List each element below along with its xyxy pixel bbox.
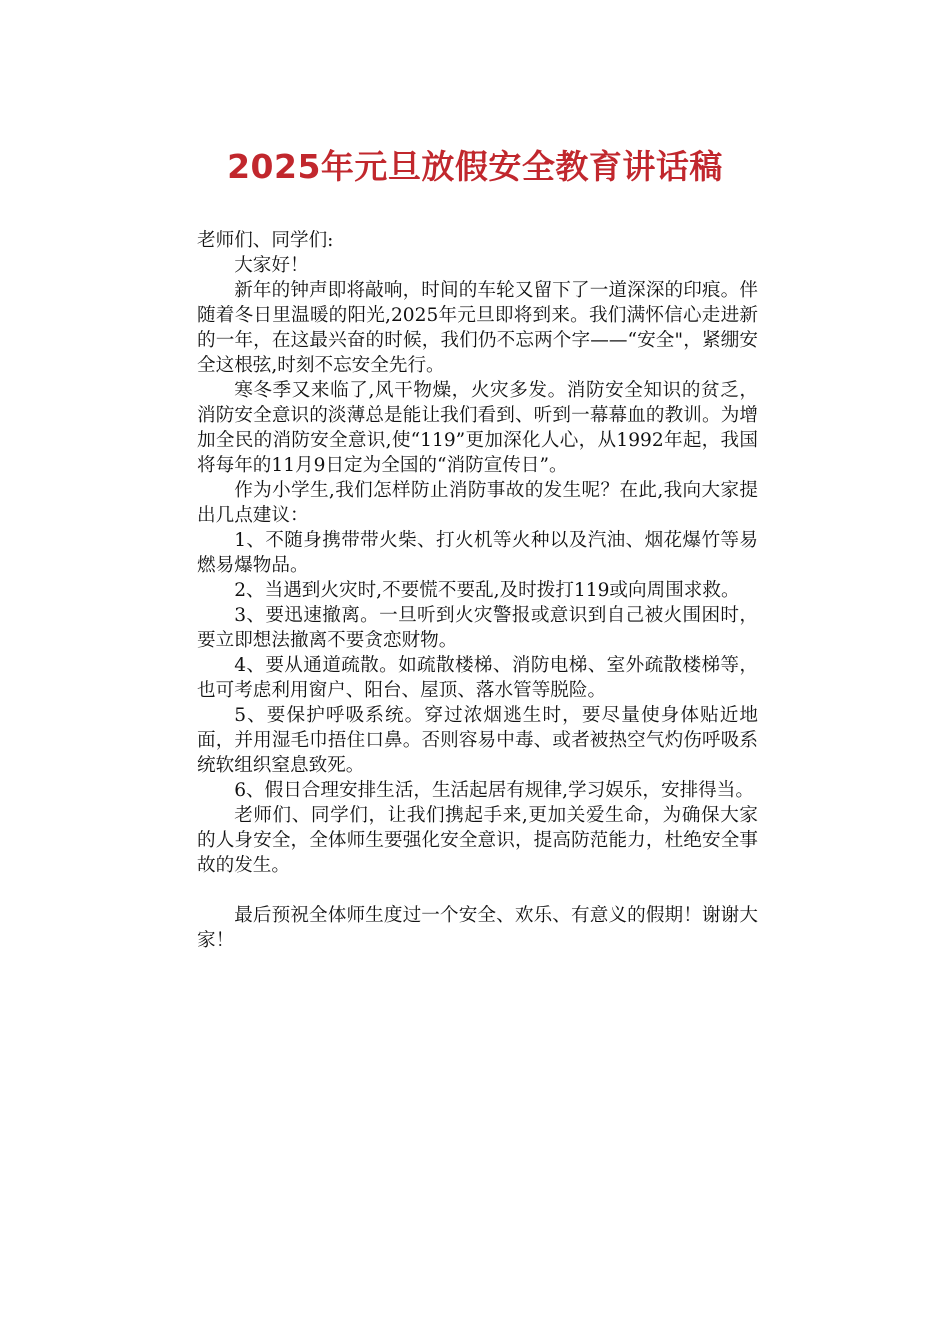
paragraph-call-to-action: 老师们、同学们，让我们携起手来,更加关爱生命，为确保大家的人身安全，全体师生要强化安全意识，提高防范能力，杜绝安全事故的发生。 [197, 805, 758, 876]
list-item: 3、要迅速撤离。一旦听到火灾警报或意识到自己被火围困时，要立即想法撤离不要贪恋财物。 [197, 605, 758, 651]
paragraph-suggestions-intro: 作为小学生,我们怎样防止消防事故的发生呢？在此,我向大家提出几点建议： [197, 480, 758, 526]
document-body [197, 228, 758, 953]
list-item: 6、假日合理安排生活，生活起居有规律,学习娱乐，安排得当。 [234, 780, 754, 801]
paragraph-greeting: 大家好！ [234, 255, 309, 276]
document-title: 2025年元旦放假安全教育讲话稿 [227, 147, 723, 186]
list-item: 5、要保护呼吸系统。穿过浓烟逃生时，要尽量使身体贴近地面，并用湿毛巾捂住口鼻。否则容易中毒、或者被热空气灼伤呼吸系统软组织窒息致死。 [197, 705, 758, 776]
list-item: 2、当遇到火灾时,不要慌不要乱,及时拨打119或向周围求救。 [234, 580, 740, 601]
paragraph-fire-safety: 寒冬季又来临了,风干物燥，火灾多发。消防安全知识的贫乏，消防安全意识的淡薄总是能让我们看到、听到一幕幕血的教训。为增加全民的消防安全意识,使“119”更加深化人心，从1992年起，我国将每年的11月9日定为全国的“消防宣传日”。 [197, 380, 758, 476]
paragraph-new-year: 新年的钟声即将敲响，时间的车轮又留下了一道深深的印痕。伴随着冬日里温暖的阳光,2025年元旦即将到来。我们满怀信心走进新的一年，在这最兴奋的时候，我们仍不忘两个字——“安全"，紧绷安全这根弦,时刻不忘安全先行。 [197, 280, 758, 376]
salutation: 老师们、同学们: [197, 230, 334, 251]
paragraph-spacer [197, 878, 758, 903]
paragraph-closing: 最后预祝全体师生度过一个安全、欢乐、有意义的假期！谢谢大家！ [197, 905, 758, 951]
list-item: 4、要从通道疏散。如疏散楼梯、消防电梯、室外疏散楼梯等，也可考虑利用窗户、阳台、屋顶、落水管等脱险。 [197, 655, 758, 701]
list-item: 1、不随身携带带火柴、打火机等火种以及汽油、烟花爆竹等易燃易爆物品。 [197, 530, 758, 576]
